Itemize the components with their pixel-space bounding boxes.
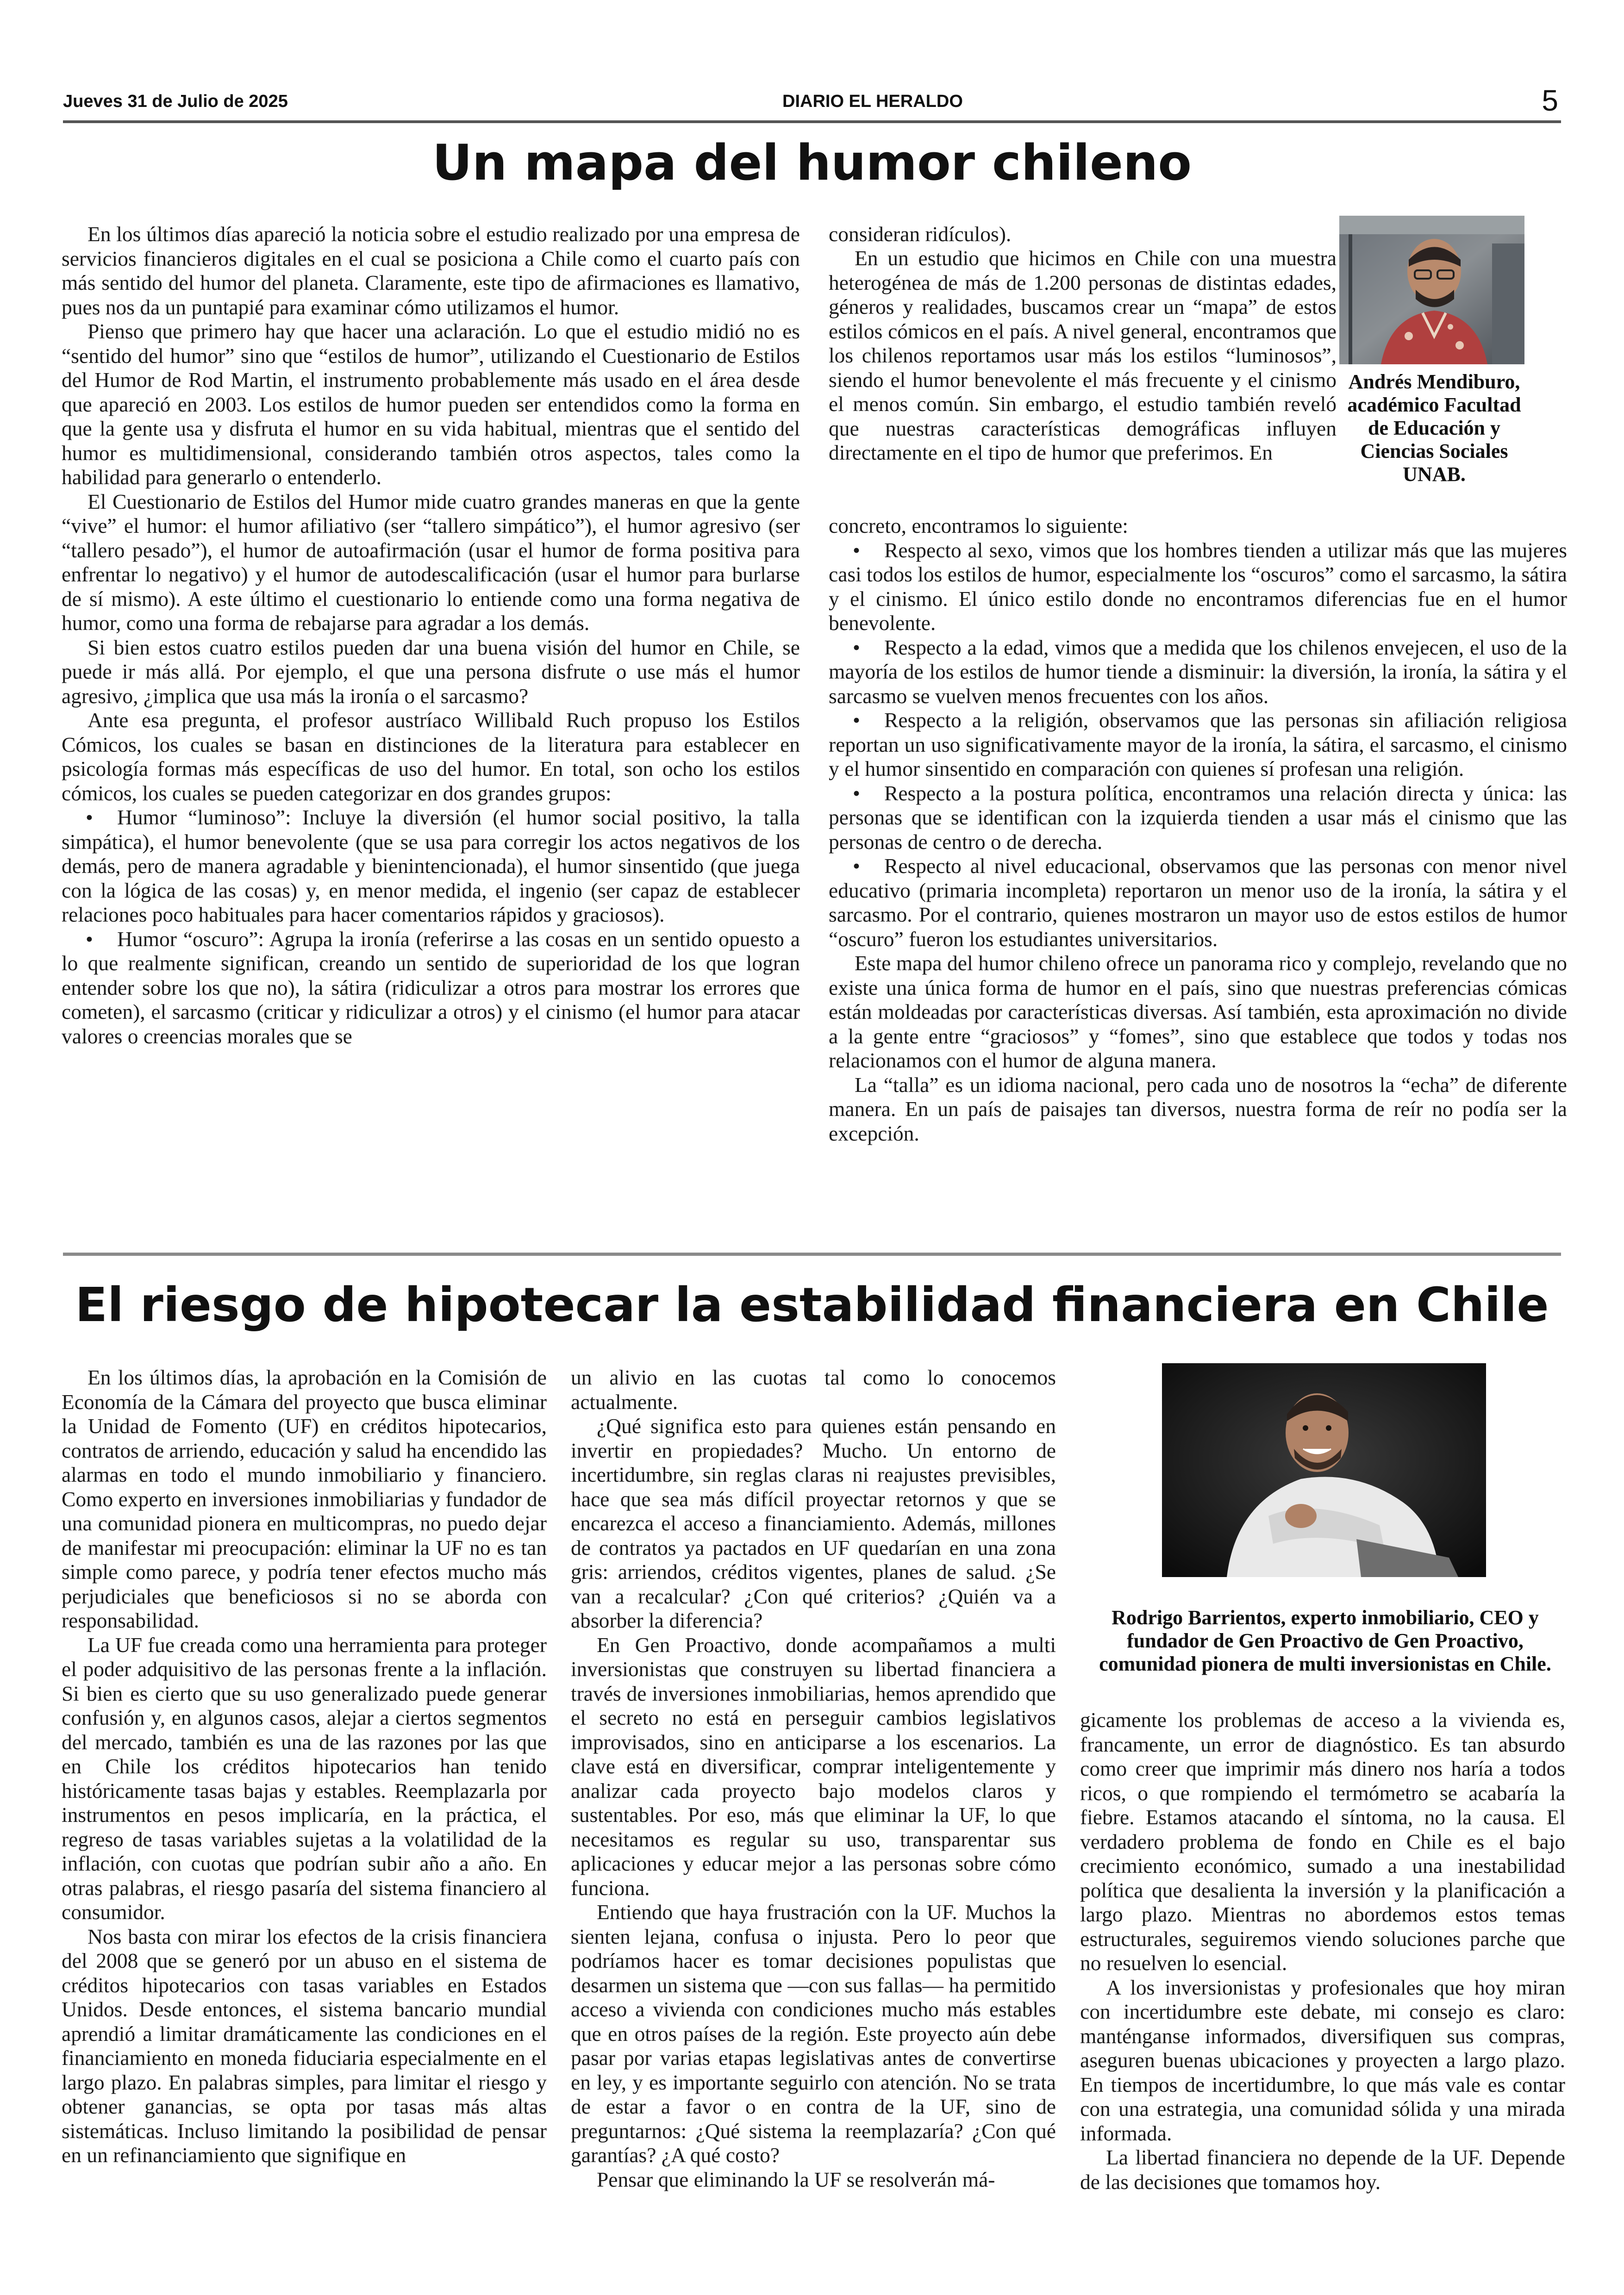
- portrait-image: [1162, 1363, 1486, 1577]
- bullet-icon: •: [853, 854, 860, 878]
- article1-paragraph: El Cuestionario de Estilos del Humor mide cuatro grandes maneras en que la gente “vive” el humor: el humor afiliativo (ser “tallero simpático”), el humor agresivo (ser “tallero pesado”), el humor de autoafirmación (usar el humor de forma positiva para enfrentar lo negativo) y el humor de autodescalificación (usar el humor para burlarse de sí mismo). A este último el cuestionario lo entiende como una forma negativa de humor, como una forma de rebajarse para agradar a los demás.: [62, 489, 800, 635]
- issue-date: Jueves 31 de Julio de 2025: [63, 92, 288, 111]
- article-divider: [63, 1253, 1561, 1256]
- article1-bullet: • Respecto a la edad, vimos que a medida que los chilenos envejecen, el uso de la mayoría de los estilos de humor tiende a disminuir: la diversión, la ironía, la sátira y el sarcasmo se vuelven menos frecuentes con los años.: [829, 635, 1567, 708]
- portrait-image: [1339, 216, 1524, 364]
- article2-column-2: un alivio en las cuotas tal como lo conocemos actualmente. ¿Qué significa esto para quienes están pensando en invertir en propiedades? Mucho. Un entorno de incertidumbre, sin reglas claras ni reajustes previsibles, hace que sea más difícil proyectar retornos y que se encarezca el acceso a financiamiento. Además, millones de contratos ya pactados en UF quedarían en una zona gris: arriendos, créditos vigentes, planes de salud. ¿Se van a recalcular? ¿Con qué criterios? ¿Quién va a absorber la diferencia? En Gen Proactivo, donde acompañamos a multi inversionistas que construyen su libertad financiera a través de inversiones inmobiliarias, hemos aprendido que el secreto no está en perseguir cambios legislativos improvisados, sino en anticiparse a los escenarios. La clave está en diversificar, comprar inteligentemente y analizar cada proyecto bajo modelos claros y sustentables. Por eso, más que eliminar la UF, lo que necesitamos es regular su uso, transparentar sus aplicaciones y educar mejor a las personas sobre cómo funciona. Entiendo que haya frustración con la UF. Muchos la sienten lejana, confusa o injusta. Pero lo peor que podríamos hacer es tomar decisiones populistas que desarmen un sistema que —con sus fallas— ha permitido acceso a vivienda con condiciones mucho más estables que en otros países de la región. Este proyecto aún debe pasar por varias etapas legislativas antes de convertirse en ley, y es importante seguirlo con atención. No se trata de estar a favor o en contra de la UF, sino de preguntarnos: ¿Qué sistema la reemplazaría? ¿Con qué garantías? ¿A qué costo? Pensar que eliminando la UF se resolverán má-: [571, 1366, 1056, 2191]
- newspaper-name: DIARIO EL HERALDO: [782, 92, 963, 111]
- article1-paragraph: En un estudio que hicimos en Chile con una muestra heterogénea de más de 1.200 personas de distintas edades, géneros y realidades, buscamos crear un “mapa” de estos estilos cómicos en el país. A nivel general, encontramos que los chilenos reportamos usar más los estilos “luminosos”, siendo el humor benevolente el más frecuente y el cinismo el menos común. Sin embargo, el estudio también reveló que nuestras características demográficas influyen directamente en el tipo de humor que preferimos. En: [829, 246, 1337, 464]
- article2-paragraph: La UF fue creada como una herramienta para proteger el poder adquisitivo de las personas frente a la inflación. Si bien es cierto que su uso generalizado puede generar confusión y, en algunos casos, alejar a ciertos segmentos del mercado, también es una de las razones por las que en Chile los créditos hipotecarios han tenido históricamente tasas bajas y estables. Reemplazarla por instrumentos en pesos implicaría, en la práctica, el regreso de tasas variables sujetas a la volatilidad de la inflación, con cuotas que podrían subir año a año. En otras palabras, el riesgo pasaría del sistema financiero al consumidor.: [62, 1633, 547, 1924]
- article1-bullet: • Respecto a la postura política, encontramos una relación directa y única: las personas que se identifican con la izquierda tienden a usar más el cinismo que las personas de centro o de derecha.: [829, 781, 1567, 854]
- bullet-icon: •: [853, 635, 860, 659]
- article2-column-3: gicamente los problemas de acceso a la vivienda es, francamente, un error de diagnóstico. Es tan absurdo como creer que imprimir más dinero nos haría a todos ricos, o que rompiendo el termómetro se acabaría la fiebre. Estamos atacando el síntoma, no la causa. El verdadero problema de fondo en Chile es el bajo crecimiento económico, sumado a una inestabilidad política que desalienta la inversión y la planificación a largo plazo. Mientras no abordemos estos temas estructurales, seguiremos viendo soluciones parche que no resuelven lo esencial. A los inversionistas y profesionales que hoy miran con incertidumbre este debate, mi consejo es claro: manténganse informados, diversifiquen sus compras, aseguren buenas ubicaciones y proyecten a largo plazo. En tiempos de incertidumbre, lo que más vale es contar con una estrategia, una comunidad sólida y una mirada informada. La libertad financiera no depende de la UF. Depende de las decisiones que tomamos hoy.: [1080, 1708, 1565, 2194]
- article1-bullet: • Respecto al sexo, vimos que los hombres tienden a utilizar más que las mujeres casi todos los estilos de humor, especialmente los “oscuros” como el sarcasmo, la sátira y el cinismo. El único estilo donde no encontramos diferencias fue en el humor benevolente.: [829, 538, 1567, 635]
- article2-paragraph: Pensar que eliminando la UF se resolverán má-: [597, 2167, 995, 2191]
- article1-left-column: [62, 222, 800, 1048]
- article2-column-1: [62, 1366, 547, 2168]
- article2-title: El riesgo de hipotecar la estabilidad financiera en Chile: [75, 1278, 1549, 1333]
- article1-bullet: • Respecto al nivel educacional, observamos que las personas con menor nivel educativo (primaria incompleta) reportaron un menor uso de la ironía, la sátira y el sarcasmo. Por el contrario, quienes mostraron un mayor uso de estos estilos de humor “oscuro” fueron los estudiantes universitarios.: [829, 854, 1567, 951]
- bullet-icon: •: [853, 781, 860, 805]
- article2-paragraph: En los últimos días, la aprobación en la Comisión de Economía de la Cámara del proyecto que busca eliminar la Unidad de Fomento (UF) en créditos hipotecarios, contratos de arriendo, educación y salud ha encendido las alarmas en todo el mundo inmobiliario y financiero. Como experto en inversiones inmobiliarias y fundador de una comunidad pionera en multicompras, no puedo dejar de manifestar mi preocupación: eliminar la UF no es tan simple como parece, y podría tener efectos mucho más perjudiciales que beneficiosos si no se aborda con responsabilidad.: [62, 1366, 547, 1632]
- author-photo-rodrigo: [1162, 1363, 1486, 1577]
- header-rule: [63, 120, 1561, 123]
- article1-bullet: • Humor “oscuro”: Agrupa la ironía (referirse a las cosas en un sentido opuesto a lo que realmente significan, creando un sentido de superioridad de los que logran entender sobre los que no), la sátira (ridiculizar a otros para mostrar los errores que cometen), el sarcasmo (criticar y ridiculizar a otros) y el cinismo (el humor para atacar valores o creencias morales que se: [62, 927, 800, 1048]
- bullet-icon: •: [853, 708, 860, 732]
- article1-title: Un mapa del humor chileno: [432, 134, 1192, 191]
- bullet-icon: •: [86, 927, 93, 951]
- bullet-icon: •: [853, 538, 860, 562]
- article1-paragraph: Pienso que primero hay que hacer una aclaración. Lo que el estudio midió no es “sentido del humor” sino que “estilos de humor”, utilizando el Cuestionario de Estilos del Humor de Rod Martin, el instrumento probablemente más usado en el área desde que apareció en 2003. Los estilos de humor pueden ser entendidos como la forma en que la gente usa y disfruta el humor en su vida habitual, mientras que el sentido del humor es multidimensional, considerando también otros aspectos, tales como la habilidad para generarlo o entenderlo.: [62, 319, 800, 489]
- article2-paragraph: A los inversionistas y profesionales que hoy miran con incertidumbre este debate, mi consejo es claro: manténganse informados, diversifiquen sus compras, aseguren buenas ubicaciones y proyecten a largo plazo. En tiempos de incertidumbre, lo que más vale es contar con una estrategia, una comunidad sólida y una mirada informada.: [1080, 1975, 1565, 2145]
- article1-paragraph: En los últimos días apareció la noticia sobre el estudio realizado por una empresa de servicios financieros digitales en el cual se posiciona a Chile como el cuarto país con más sentido del humor del planeta. Claramente, este tipo de afirmaciones es llamativo, pues nos da un puntapié para examinar cómo utilizamos el humor.: [62, 222, 800, 319]
- article2-paragraph: ¿Qué significa esto para quienes están pensando en invertir en propiedades? Mucho. Un entorno de incertidumbre, sin reglas claras ni reajustes previsibles, hace que sea más difícil proyectar retornos y que se encarezca el acceso a financiamiento. Además, millones de contratos ya pactados en UF quedarían en una zona gris: arriendos, créditos vigentes, planes de salud. ¿Se van a recalcular? ¿Con qué criterios? ¿Quién va a absorber la diferencia?: [571, 1414, 1056, 1632]
- article2-paragraph: Nos basta con mirar los efectos de la crisis financiera del 2008 que se generó por un abuso en el sistema de créditos hipotecarios con tasas variables en Estados Unidos. Desde entonces, el sistema bancario mundial aprendió a limitar dramáticamente las condiciones en el financiamiento en moneda fiduciaria especialmente en el largo plazo. En palabras simples, para limitar el riesgo y obtener ganancias, se opta por tasas más altas sistemáticas. Incluso limitando la posibilidad de pensar en un refinanciamiento que signifique en: [62, 1924, 547, 2167]
- article2-paragraph: Entiendo que haya frustración con la UF. Muchos la sienten lejana, confusa o injusta. Pero lo peor que podríamos hacer es tomar decisiones populistas que desarmen un sistema que —con sus fallas— ha permitido acceso a vivienda con condiciones mucho más estables que en otros países de la región. Este proyecto aún debe pasar por varias etapas legislativas antes de convertirse en ley, y es importante seguirlo con atención. No se trata de estar a favor o en contra de la UF, sino de preguntarnos: ¿Qué sistema la reemplazaría? ¿Con qué garantías? ¿A qué costo?: [571, 1900, 1056, 2167]
- bullet-icon: •: [86, 805, 93, 829]
- article2-photo-caption: Rodrigo Barrientos, experto inmobiliario, CEO y fundador de Gen Proactivo de Gen Proactivo, comunidad pionera de multi inversionistas en Chile.: [1099, 1606, 1551, 1675]
- article1-right-narrow: [829, 246, 1337, 465]
- author-photo-andres: [1339, 216, 1524, 364]
- article1-paragraph: Si bien estos cuatro estilos pueden dar una buena visión del humor en Chile, se puede ir más allá. Por ejemplo, el que una persona disfrute o use más el humor agresivo, ¿implica que usa más la ironía o el sarcasmo?: [62, 635, 800, 708]
- article1-paragraph: La “talla” es un idioma nacional, pero cada uno de nosotros la “echa” de diferente manera. En un país de paisajes tan diversos, nuestra forma de reír no podía ser la excepción.: [829, 1073, 1567, 1145]
- page-number: 5: [1542, 84, 1558, 117]
- article1-right-top-line: consideran ridículos).: [829, 222, 1012, 246]
- article1-photo-caption: Andrés Mendiburo, académico Facultad de Educación y Ciencias Sociales UNAB.: [1347, 370, 1521, 486]
- article2-paragraph: La libertad financiera no depende de la UF. Depende de las decisiones que tomamos hoy.: [1080, 2145, 1565, 2194]
- article1-right-wide: concreto, encontramos lo siguiente: • Respecto al sexo, vimos que los hombres tienden a utilizar más que las mujeres casi todos los estilos de humor, especialmente los “oscuros” como el sarcasmo, la sátira y el cinismo. El único estilo donde no encontramos diferencias fue en el humor benevolente. • Respecto a la edad, vimos que a medida que los chilenos envejecen, el uso de la mayoría de los estilos de humor tiende a disminuir: la diversión, la ironía, la sátira y el sarcasmo se vuelven menos frecuentes con los años. • Respecto a la religión, observamos que las personas sin afiliación religiosa reportan un uso significativamente mayor de la ironía, la sátira, el sarcasmo, el cinismo y el humor sinsentido en comparación con quienes sí profesan una religión. • Respecto a la postura política, encontramos una relación directa y única: las personas que se identifican con la izquierda tienden a usar más el cinismo que las personas de centro o de derecha. • Respecto al nivel educacional, observamos que las personas con menor nivel educativo (primaria incompleta) reportaron un menor uso de la ironía, la sátira y el sarcasmo. Por el contrario, quienes mostraron un mayor uso de estos estilos de humor “oscuro” fueron los estudiantes universitarios. Este mapa del humor chileno ofrece un panorama rico y complejo, revelando que no existe una única forma de humor en el país, sino que nuestras preferencias cómicas están moldeadas por características diversas. Así también, esta aproximación no divide a la gente entre “graciosos” y “fomes”, sino que establece que todos y todas nos relacionamos con el humor de alguna manera. La “talla” es un idioma nacional, pero cada uno de nosotros la “echa” de diferente manera. En un país de paisajes tan diversos, nuestra forma de reír no podía ser la excepción.: [829, 514, 1567, 1145]
- article1-bullet: • Respecto a la religión, observamos que las personas sin afiliación religiosa reportan un uso significativamente mayor de la ironía, la sátira, el sarcasmo, el cinismo y el humor sinsentido en comparación con quienes sí profesan una religión.: [829, 708, 1567, 780]
- article1-paragraph: Este mapa del humor chileno ofrece un panorama rico y complejo, revelando que no existe una única forma de humor en el país, sino que nuestras preferencias cómicas están moldeadas por características diversas. Así también, esta aproximación no divide a la gente entre “graciosos” y “fomes”, sino que establece que todos y todas nos relacionamos con el humor de alguna manera.: [829, 951, 1567, 1072]
- article2-paragraph: En Gen Proactivo, donde acompañamos a multi inversionistas que construyen su libertad financiera a través de inversiones inmobiliarias, hemos aprendido que el secreto no está en perseguir cambios legislativos improvisados, sino en anticiparse a los escenarios. La clave está en diversificar, comprar inteligentemente y analizar cada proyecto bajo modelos claros y sustentables. Por eso, más que eliminar la UF, lo que necesitamos es regular su uso, transparentar sus aplicaciones y educar mejor a las personas sobre cómo funciona.: [571, 1633, 1056, 1900]
- article1-paragraph: Ante esa pregunta, el profesor austríaco Willibald Ruch propuso los Estilos Cómicos, los cuales se basan en distinciones de la literatura para establecer en psicología formas más específicas de uso del humor. En total, son ocho los estilos cómicos, los cuales se pueden categorizar en dos grandes grupos:: [62, 708, 800, 805]
- article1-bullet: • Humor “luminoso”: Incluye la diversión (el humor social positivo, la talla simpática), el humor benevolente (que se usa para corregir los actos negativos de los demás, pero de manera agradable y bienintencionada), el humor sinsentido (que juega con la lógica de las cosas) y, en menor medida, el ingenio (ser capaz de establecer relaciones poco habituales para hacer comentarios rápidos y graciosos).: [62, 805, 800, 926]
